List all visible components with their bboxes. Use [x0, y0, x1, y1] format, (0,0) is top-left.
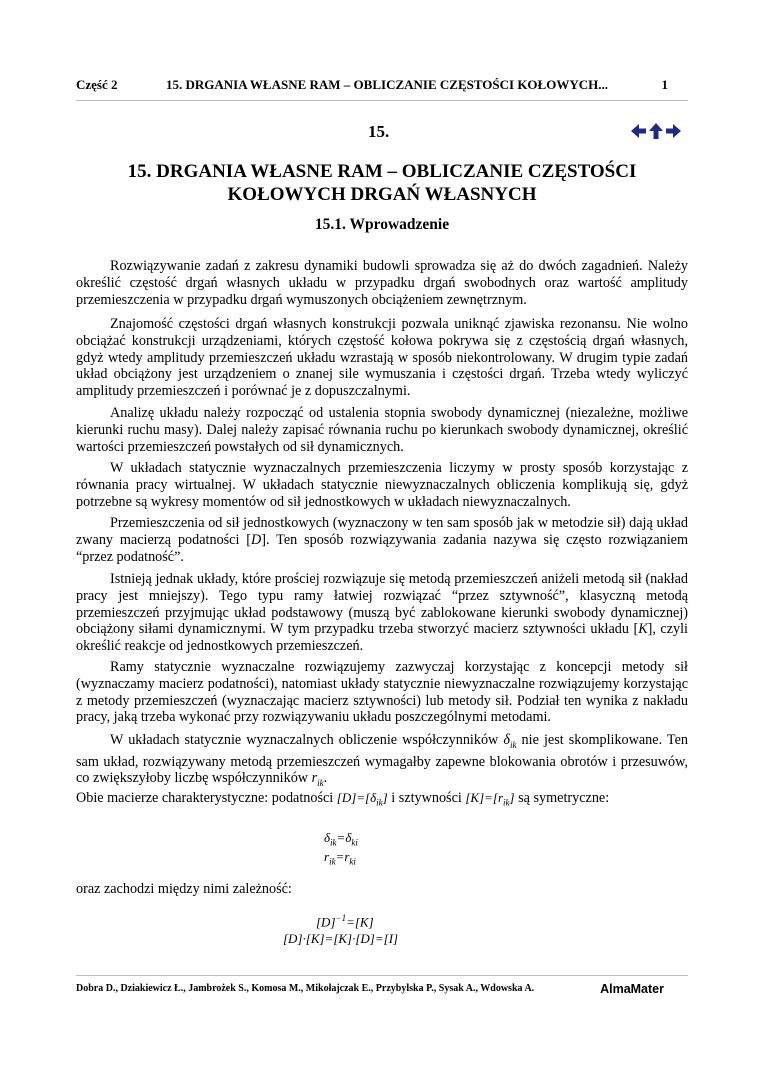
footer-authors: Dobra D., Dziakiewicz Ł., Jambrożek S., Komosa M., Mikołajczak E., Przybylska P., Sysak A., Wdowska A.	[76, 983, 535, 994]
paragraph-1: Rozwiązywanie zadań z zakresu dynamiki budowli sprowadza się aż do dwóch zagadnień. Należy określić częstość drgań własnych układu w przypadku drgań swobodnych oraz wartość amplitudy przemieszczenia w przypadku drgań wymuszonych obciążeniem zewnętrznym.	[76, 258, 688, 308]
paragraph-8-text-b: nie jest skomplikowane. Ten sam układ, rozwiązywany metodą przemieszczeń wymagałby zapewne blokowania obrotów i przesuwów, co zwiększyłoby liczbę współczynników	[76, 732, 688, 787]
chapter-title-line-1: 15. DRGANIA WŁASNE RAM – OBLICZANIE CZĘSTOŚCI	[127, 161, 637, 182]
inline-math-k-a: [K]=[r	[465, 790, 504, 805]
arrow-up-icon[interactable]	[649, 123, 663, 139]
paragraph-8-delta: δ	[503, 732, 510, 748]
inline-math-d-b: ]	[382, 790, 388, 805]
equation-identity-relation: [D]·[K]=[K]·[D]=[I]	[283, 931, 399, 946]
arrow-right-icon[interactable]	[666, 124, 681, 138]
inline-math-d-index: ik	[376, 797, 383, 808]
paragraph-8-text-a: W układach statycznie wyznaczalnych obliczenie współczynników	[110, 732, 504, 748]
paragraph-8-text-c: .	[323, 770, 328, 787]
paragraph-7: Ramy statycznie wyznaczalne rozwiązujemy zazwyczaj korzystając z koncepcji metody sił (wyznaczamy macierz podatności), natomiast układy statycznie niewyznaczalne rozwiązujemy korzystając z metody przemieszczeń (wyznaczając macierz sztywności) lub metody sił. Podział ten wynika z nakładu pracy, jaką trzeba wykonać przy rozwiązywaniu układu poszczególnymi metodami.	[76, 659, 688, 726]
paragraph-4: W układach statycznie wyznaczalnych przemieszczenia liczymy w prosty sposób korzystając z równania pracy wirtualnej. W układach statycznie niewyznaczalnych obliczenia komplikują się, gdyż potrzebne są wykresy momentów od sił jednostkowych w układach niewyznaczalnych.	[76, 460, 688, 510]
page-header	[76, 70, 688, 101]
paragraph-6-text-a: Istnieją jednak układy, które prościej rozwiązuje się metodą przemieszczeń aniżeli metodą sił (nakład pracy jest mniejszy). Tego typu ramy łatwiej rozwiązać “przez sztywność”, klasyczną metodą przemieszczeń przyjmując układ podstawowy (muszą być zablokowane kierunki swobody dynamicznej) obciążony siłami dynamicznymi. W tym przypadku trzeba stworzyć macierz sztywności układu [	[76, 571, 688, 638]
inline-math-d-a: [D]=[δ	[336, 790, 377, 805]
paragraph-5-text-a: Przemieszczenia od sił jednostkowych (wyznaczony w ten sam sposób jak w metodzie sił) dają układ zwany macierzą podatności [	[76, 515, 688, 548]
paragraph-6-text-b: ], czyli określić reakcje od jednostkowych przemieszczeń.	[76, 621, 688, 655]
paragraph-8-r: r	[311, 770, 318, 787]
equation-delta-symmetry: $\delta_{ik}=\delta_{ki}$	[324, 830, 358, 848]
paragraph-5-text-b: ]. Ten sposób rozwiązywania zadania nazywa się często rozwiązaniem “przez podatność”.	[76, 531, 688, 565]
inline-math-d-definition	[336, 790, 388, 808]
section-number: 15.	[368, 122, 390, 141]
paragraph-8	[76, 732, 688, 792]
footer-brand-logo: AlmaMater	[600, 982, 664, 996]
subsection-title: 15.1. Wprowadzenie	[314, 216, 450, 233]
inline-math-k-index: ik	[503, 797, 510, 808]
inline-math-k-definition	[465, 790, 515, 808]
paragraph-10: oraz zachodzi między nimi zależność:	[76, 881, 292, 897]
chapter-title	[76, 160, 688, 206]
equation-inverse-relation: $[D]^{-1}=[K]$	[316, 913, 374, 930]
paragraph-9-text-a: Obie macierze charakterystyczne: podatności	[76, 790, 337, 806]
header-page-number: 1	[661, 77, 668, 92]
paragraph-8-r-index: ik	[317, 778, 324, 789]
paragraph-9-text-b: i sztywności	[387, 790, 466, 806]
equation-r-symmetry: $r_{ik}=r_{ki}$	[324, 849, 356, 867]
navigation-arrows	[630, 121, 682, 141]
paragraph-2: Znajomość częstości drgań własnych konstrukcji pozwala uniknąć zjawiska rezonansu. Nie wolno obciążać konstrukcji urządzeniami, których częstość kołowa pokrywa się z częstością drgań własnych, gdyż wtedy amplitudy przemieszczeń układu wzrastają w sposób niekontrolowany. W drugim typie zadań układ obciążony jest urządzeniem o znanej sile wymuszania i częstości drgań. Trzeba wtedy wyliczyć amplitudy przemieszczeń i porównać je z dopuszczalnymi.	[76, 316, 688, 400]
paragraph-9-text-c: są symetryczne:	[514, 790, 610, 806]
inline-math-k-b: ]	[509, 790, 515, 805]
header-title: 15. DRGANIA WŁASNE RAM – OBLICZANIE CZĘSTOŚCI KOŁOWYCH...	[166, 77, 608, 92]
arrow-left-icon[interactable]	[631, 124, 646, 138]
header-part: Część 2	[76, 77, 118, 92]
paragraph-6-symbol-k: K	[638, 621, 648, 638]
paragraph-5-symbol-d: D	[251, 531, 262, 548]
paragraph-8-delta-index: ik	[509, 739, 517, 750]
page-footer	[76, 975, 688, 996]
paragraph-6	[76, 571, 688, 655]
paragraph-5	[76, 515, 688, 565]
paragraph-3: Analizę układu należy rozpocząć od ustalenia stopnia swobody dynamicznej (niezależne, możliwe kierunki ruchu masy). Dalej należy zapisać równania ruchu po kierunkach swobody dynamicznej, określić wartości przemieszczeń powstałych od sił dynamicznych.	[76, 405, 688, 455]
paragraph-9	[76, 790, 688, 811]
chapter-title-line-2: KOŁOWYCH DRGAŃ WŁASNYCH	[227, 184, 537, 205]
